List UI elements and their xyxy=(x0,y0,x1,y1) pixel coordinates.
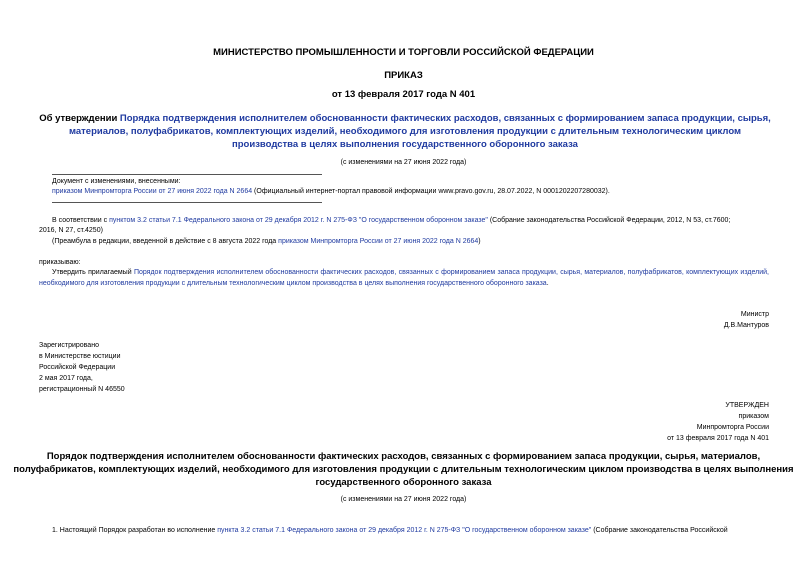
preamble-text: В соответствии с xyxy=(52,217,110,224)
divider-bottom xyxy=(52,202,322,203)
procedure-title-line: Порядок подтверждения исполнителем обоснованности фактических расходов, связанных с формированием запаса продукции, сырья, материалов, xyxy=(46,451,761,462)
registration-line: в Министерстве юстиции xyxy=(39,353,121,360)
approved-line: Минпромторга России xyxy=(696,424,769,431)
item1-link[interactable]: пункта 3.2 статьи 7.1 Федерального закона от 29 декабря 2012 г. N 275-ФЗ "О государственном оборонном заказе" xyxy=(217,527,592,534)
divider-top xyxy=(52,174,322,175)
order-text xyxy=(39,267,769,289)
registration-line: Российской Федерации xyxy=(39,364,116,371)
item1-prefix: 1. Настоящий Порядок разработан во исполнение xyxy=(52,527,218,534)
procedure-item-1 xyxy=(52,525,728,536)
doc-date: от 13 февраля 2017 года N 401 xyxy=(331,89,476,100)
edit-note-link[interactable]: приказом Минпромторга России от 27 июня 2022 года N 2664 xyxy=(278,238,479,245)
signature-position: Министр xyxy=(740,311,769,318)
title-link[interactable]: Порядка подтверждения исполнителем обоснованности фактических расходов, связанных с формированием запаса продукции, сырья, материалов, полуфабрикатов, комплектующих изделий, необходимого для изготовления продукции с длительным технологическим циклом производства в целях выполнения государственного оборонного заказа xyxy=(68,113,771,150)
preamble-edit-note xyxy=(52,236,481,247)
preamble-line-1 xyxy=(52,215,730,226)
procedure-title xyxy=(0,450,807,489)
approved-line: УТВЕРЖДЕН xyxy=(725,402,769,409)
registration-line: регистрационный N 46550 xyxy=(39,386,125,393)
preamble-text-2: (Собрание законодательства Российской Федерации, 2012, N 53, ст.7600; xyxy=(487,217,731,224)
doc-type: ПРИКАЗ xyxy=(384,70,423,81)
registration-line: Зарегистрировано xyxy=(39,342,99,349)
order-word: приказываю: xyxy=(39,259,81,266)
approved-block xyxy=(667,400,769,444)
registration-block xyxy=(39,340,125,395)
changes-line xyxy=(52,186,610,197)
procedure-title-line: полуфабрикатов, комплектующих изделий, необходимого для изготовления продукции с длительным технологическим циклом производства в целях выполнения xyxy=(13,464,794,475)
edit-note-close: ) xyxy=(478,238,481,245)
changes-rest: (Официальный интернет-портал правовой информации www.pravo.gov.ru, 28.07.2022, N 0001202207280032). xyxy=(252,188,610,195)
order-suffix: . xyxy=(546,280,549,287)
procedure-amend-note: (с изменениями на 27 июня 2022 года) xyxy=(340,496,467,503)
procedure-title-line: государственного оборонного заказа xyxy=(315,477,492,488)
changes-intro: Документ с изменениями, внесенными: xyxy=(52,178,181,185)
preamble-law-link[interactable]: пунктом 3.2 статьи 7.1 Федерального закона от 29 декабря 2012 г. N 275-ФЗ "О государственном оборонном заказе" xyxy=(109,217,488,224)
preamble-line-2: 2016, N 27, ст.4250) xyxy=(39,227,103,234)
title-prefix: Об утверждении xyxy=(39,113,120,124)
registration-line: 2 мая 2017 года, xyxy=(39,375,93,382)
order-link[interactable]: Порядок подтверждения исполнителем обоснованности фактических расходов, связанных с формированием запаса продукции, сырья, материалов, полуфабрикатов, комплектующих изделий, необходимого для изготовления продукции с длительным технологическим циклом производства в целях выполнения государственного оборонного заказа xyxy=(39,269,769,287)
changes-link[interactable]: приказом Минпромторга России от 27 июня 2022 года N 2664 xyxy=(52,188,253,195)
signature-name: Д.В.Мантуров xyxy=(723,322,769,329)
document-title xyxy=(35,112,775,151)
order-prefix: Утвердить прилагаемый xyxy=(52,269,134,276)
item1-suffix: (Собрание законодательства Российской xyxy=(591,527,728,534)
edit-note-text: (Преамбула в редакции, введенной в действие с 8 августа 2022 года xyxy=(52,238,279,245)
approved-line: приказом xyxy=(738,413,769,420)
amend-note: (с изменениями на 27 июня 2022 года) xyxy=(340,159,467,166)
approved-line: от 13 февраля 2017 года N 401 xyxy=(667,435,769,442)
ministry-heading: МИНИСТЕРСТВО ПРОМЫШЛЕННОСТИ И ТОРГОВЛИ РОССИЙСКОЙ ФЕДЕРАЦИИ xyxy=(213,47,594,58)
